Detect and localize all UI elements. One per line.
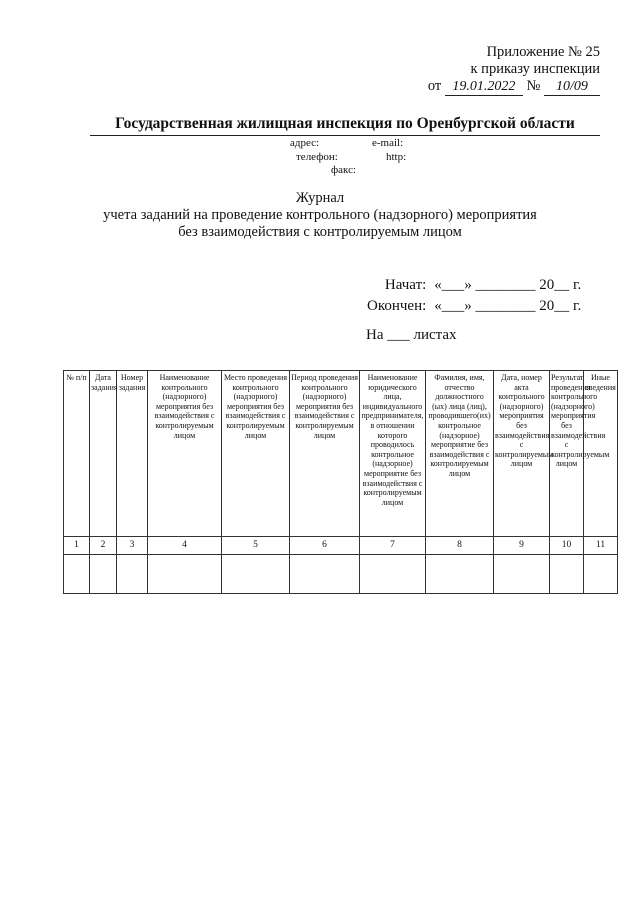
address-label: адрес: xyxy=(290,137,320,149)
order-number: 10/09 xyxy=(544,78,600,96)
empty-cell xyxy=(148,555,222,594)
finished-value: «___» ________ 20__ г. xyxy=(434,298,582,314)
header-cell: Иные сведения xyxy=(584,371,618,537)
appendix-date-line xyxy=(428,78,600,96)
organization-name: Государственная жилищная инспекция по Оренбургской области xyxy=(90,115,600,136)
header-cell: Дата, номер акта контрольного (надзорного) мероприятия без взаимодействия с контролируемым лицом xyxy=(494,371,550,537)
appendix-order: к приказу инспекции xyxy=(470,61,600,77)
started-label: Начат: xyxy=(384,277,427,293)
column-number: 4 xyxy=(148,537,222,555)
empty-cell xyxy=(426,555,494,594)
header-cell: Место проведения контрольного (надзорного) мероприятия без взаимодействия с контролируемым лицом xyxy=(222,371,290,537)
empty-cell xyxy=(222,555,290,594)
journal-table xyxy=(63,370,618,594)
phone-label: телефон: xyxy=(296,150,338,163)
empty-cell xyxy=(494,555,550,594)
column-number: 6 xyxy=(290,537,360,555)
appendix-title: Приложение № 25 xyxy=(486,44,600,60)
journal-title: Журнал xyxy=(295,190,345,206)
empty-cell xyxy=(64,555,90,594)
table-empty-row xyxy=(64,555,618,594)
header-cell: Наименование юридического лица, индивидуального предпринимателя, в отношении которого проводилось контрольное (надзорное) мероприятие без взаимодействия с контролируемым лицом xyxy=(360,371,426,537)
journal-title-block xyxy=(0,190,640,241)
column-number: 2 xyxy=(90,537,117,555)
http-label: http: xyxy=(386,150,407,163)
column-number: 7 xyxy=(360,537,426,555)
empty-cell xyxy=(550,555,584,594)
header-cell: Дата задания xyxy=(90,371,117,537)
empty-cell xyxy=(117,555,148,594)
sheets-count: На ___ листах xyxy=(366,327,457,343)
appendix-block xyxy=(428,44,600,96)
journal-subtitle-1: учета заданий на проведение контрольного (надзорного) мероприятия xyxy=(103,207,537,223)
fax-label: факс: xyxy=(331,164,357,176)
column-number: 8 xyxy=(426,537,494,555)
empty-cell xyxy=(584,555,618,594)
header-cell: Период проведения контрольного (надзорного) мероприятия без взаимодействия с контролируемым лицом xyxy=(290,371,360,537)
header-cell: Фамилия, имя, отчество должностного (ых) лица (лиц), проводившего(их) контрольное (надзорное) мероприятие без взаимодействия с контролируемым лицом xyxy=(426,371,494,537)
from-label: от xyxy=(427,78,442,94)
column-number: 5 xyxy=(222,537,290,555)
journal-dates xyxy=(362,274,586,318)
column-number: 10 xyxy=(550,537,584,555)
empty-cell xyxy=(90,555,117,594)
column-number: 9 xyxy=(494,537,550,555)
column-number: 3 xyxy=(117,537,148,555)
contacts-block xyxy=(290,137,450,178)
table-number-row xyxy=(64,537,618,555)
header-cell: Номер задания xyxy=(117,371,148,537)
journal-subtitle-2: без взаимодействия с контролируемым лицом xyxy=(178,224,462,240)
header-cell: Результат проведения контрольного (надзорного) мероприятия без взаимодействия с контролируемым лицом xyxy=(550,371,584,537)
order-date: 19.01.2022 xyxy=(445,78,523,96)
empty-cell xyxy=(290,555,360,594)
table-header-row xyxy=(64,371,618,537)
number-label: № xyxy=(526,78,541,94)
column-number: 1 xyxy=(64,537,90,555)
header-cell: № п/п xyxy=(64,371,90,537)
column-number: 11 xyxy=(584,537,618,555)
empty-cell xyxy=(360,555,426,594)
finished-label: Окончен: xyxy=(367,298,427,314)
started-value: «___» ________ 20__ г. xyxy=(434,277,582,293)
email-label: e-mail: xyxy=(372,137,404,149)
header-cell: Наименование контрольного (надзорного) мероприятия без взаимодействия с контролируемым лицом xyxy=(148,371,222,537)
